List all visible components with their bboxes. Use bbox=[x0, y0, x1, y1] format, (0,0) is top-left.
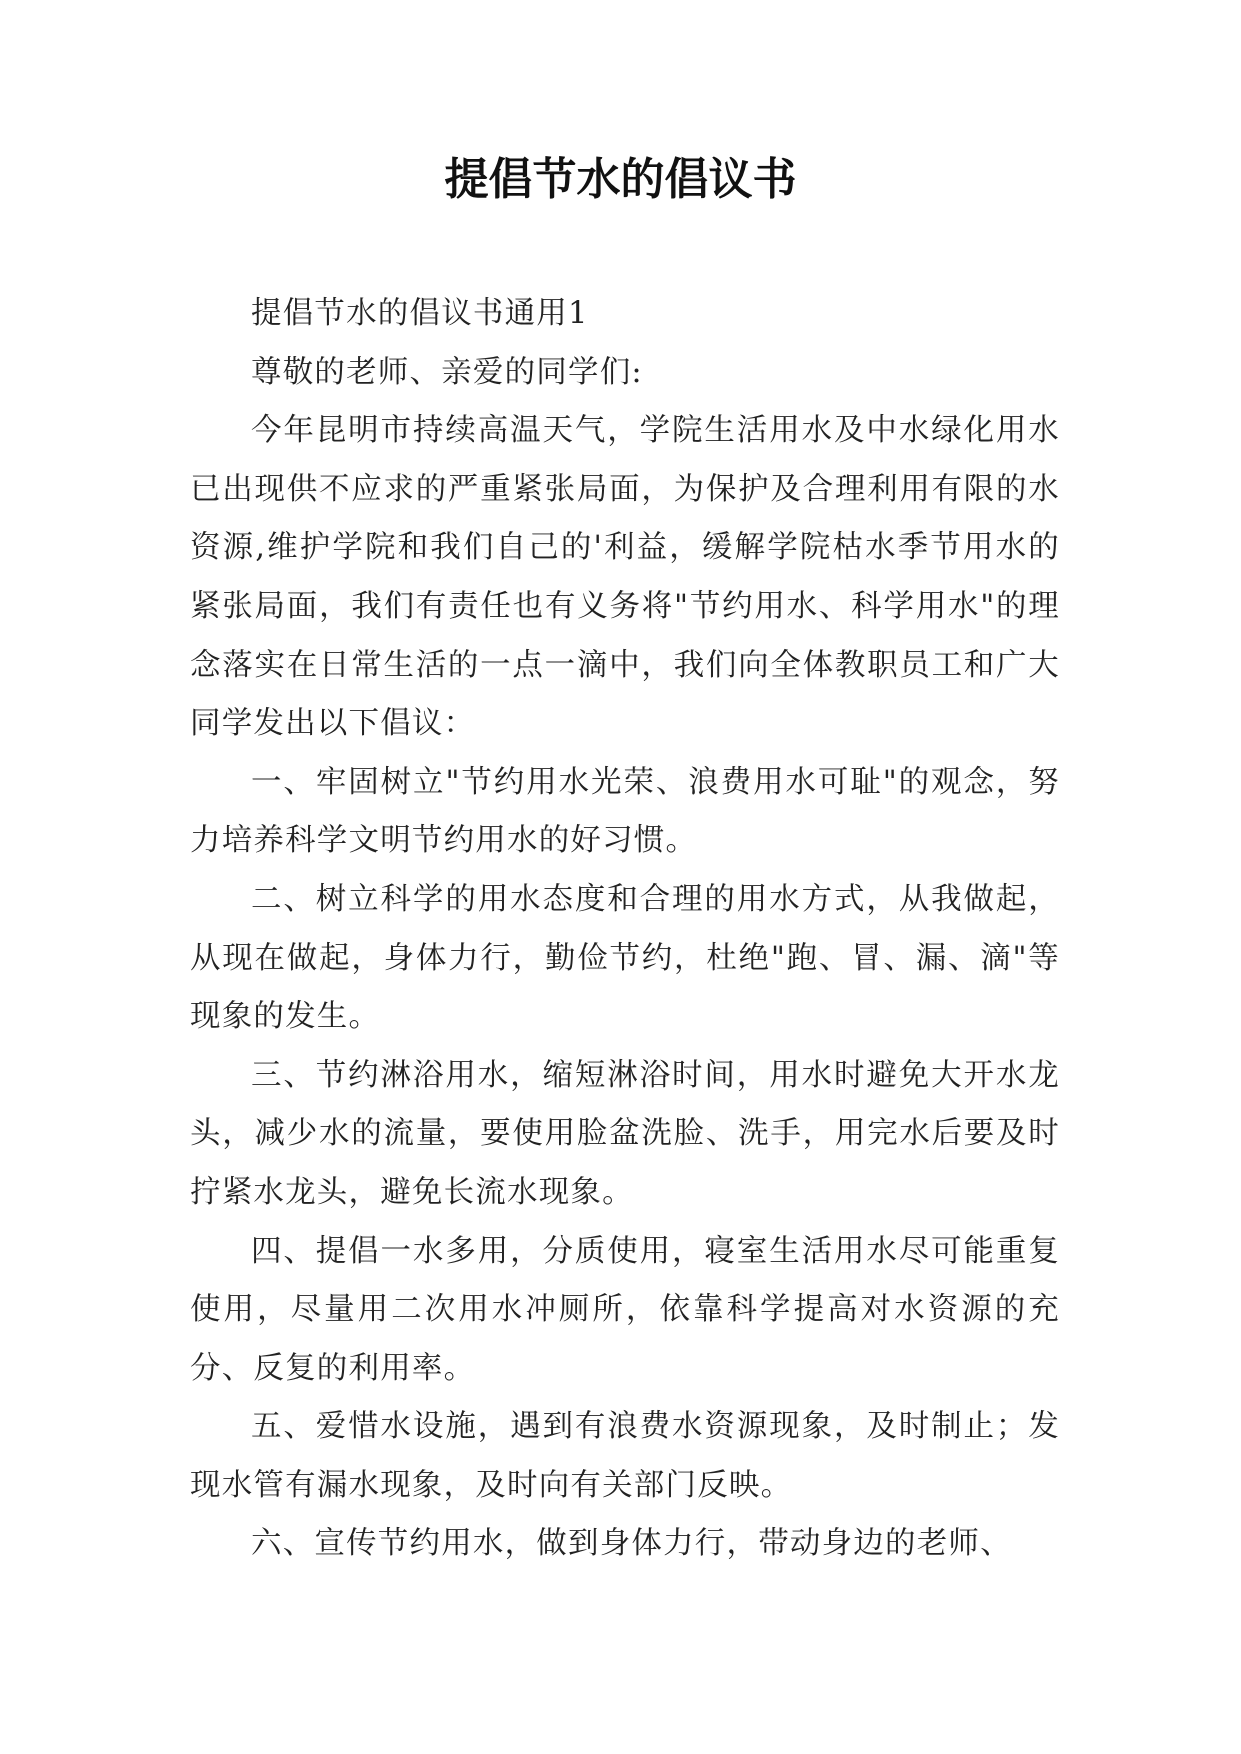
proposal-3: 三、节约淋浴用水，缩短淋浴时间，用水时避免大开水龙头，减少水的流量，要使用脸盆洗脸、洗手，用完水后要及时拧紧水龙头，避免长流水现象。 bbox=[190, 1057, 1060, 1210]
proposal-4: 四、提倡一水多用，分质使用，寝室生活用水尽可能重复使用，尽量用二次用水冲厕所，依靠科学提高对水资源的充分、反复的利用率。 bbox=[190, 1233, 1060, 1386]
proposal-1: 一、牢固树立"节约用水光荣、浪费用水可耻"的观念，努力培养科学文明节约用水的好习惯。 bbox=[190, 764, 1060, 859]
proposal-2: 二、树立科学的用水态度和合理的用水方式，从我做起，从现在做起，身体力行，勤俭节约，杜绝"跑、冒、漏、滴"等现象的发生。 bbox=[190, 881, 1060, 1035]
document-body bbox=[190, 285, 1060, 1574]
document-title: 提倡节水的倡议书 bbox=[444, 154, 797, 205]
intro-paragraph: 今年昆明市持续高温天气，学院生活用水及中水绿化用水已出现供不应求的严重紧张局面，为保护及合理利用有限的水资源,维护学院和我们自己的'利益，缓解学院枯水季节用水的紧张局面，我们有责任也有义务将"节约用水、科学用水"的理念落实在日常生活的一点一滴中，我们向全体教职员工和广大同学发出以下倡议： bbox=[190, 413, 1060, 742]
section-heading: 提倡节水的倡议书通用1 bbox=[251, 296, 589, 331]
proposal-5: 五、爱惜水设施，遇到有浪费水资源现象，及时制止；发现水管有漏水现象，及时向有关部门反映。 bbox=[190, 1409, 1060, 1503]
salutation: 尊敬的老师、亲爱的同学们: bbox=[251, 354, 643, 390]
proposal-6: 六、宣传节约用水，做到身体力行，带动身边的老师、 bbox=[251, 1526, 1012, 1562]
